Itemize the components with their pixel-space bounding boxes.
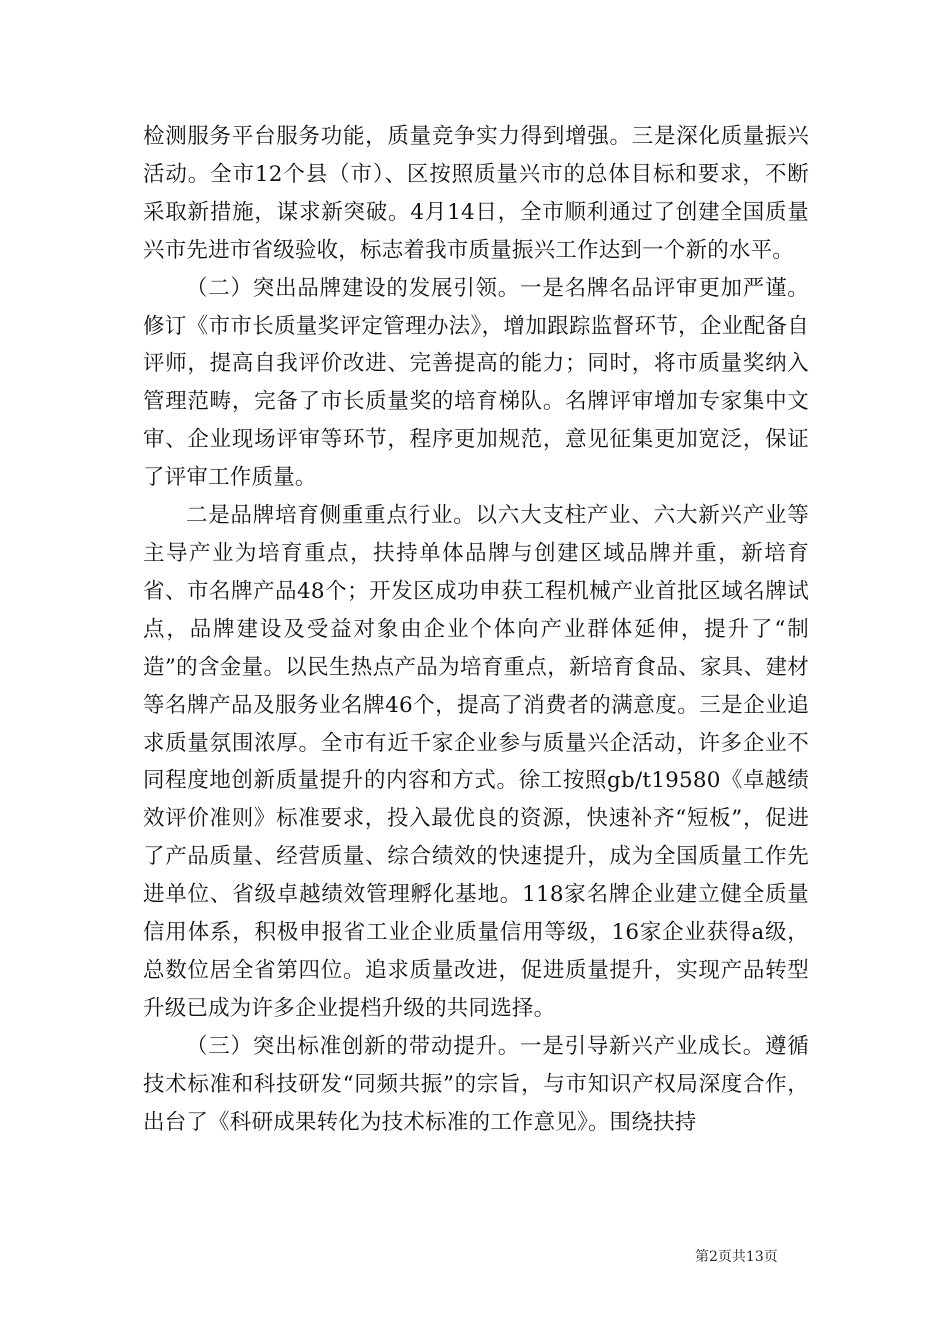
paragraph-standard-innovation: （三）突出标准创新的带动提升。一是引导新兴产业成长。遵循技术标准和科技研发“同频共振”的宗旨，与市知识产权局深度合作，出台了《科研成果转化为技术标准的工作意见》。围绕扶持 xyxy=(143,1033,809,1135)
page-number-footer: 第2页共13页 xyxy=(695,1249,778,1265)
paragraph-quality-revitalization: 检测服务平台服务功能，质量竞争实力得到增强。三是深化质量振兴活动。全市12个县（市）、区按照质量兴市的总体目标和要求，不断采取新措施，谋求新突破。4月14日，全市顺利通过了创建全国质量兴市先进市省级验收，标志着我市质量振兴工作达到一个新的水平。 xyxy=(143,124,809,263)
document-body xyxy=(143,118,809,1141)
paragraph-brand-building: （二）突出品牌建设的发展引领。一是名牌名品评审更加严谨。修订《市市长质量奖评定管理办法》，增加跟踪监督环节，企业配备自评师，提高自我评价改进、完善提高的能力；同时，将市质量奖纳入管理范畴，完备了市长质量奖的培育梯队。名牌评审增加专家集中文审、企业现场评审等环节，程序更加规范，意见征集更加宽泛，保证了评审工作质量。 xyxy=(143,275,809,491)
paragraph-brand-cultivation: 二是品牌培育侧重重点行业。以六大支柱产业、六大新兴产业等主导产业为培育重点，扶持单体品牌与创建区域品牌并重，新培育省、市名牌产品48个；开发区成功申获工程机械产业首批区域名牌试点，品牌建设及受益对象由企业个体向产业群体延伸，提升了“制造”的含金量。以民生热点产品为培育重点，新培育食品、家具、建材等名牌产品及服务业名牌46个，提高了消费者的满意度。三是企业追求质量氛围浓厚。全市有近千家企业参与质量兴企活动，许多企业不同程度地创新质量提升的内容和方式。徐工按照gb/t19580《卓越绩效评价准则》标准要求，投入最优良的资源，快速补齐“短板”，促进了产品质量、经营质量、综合绩效的快速提升，成为全国质量工作先进单位、省级卓越绩效管理孵化基地。118家名牌企业建立健全质量信用体系，积极申报省工业企业质量信用等级，16家企业获得a级，总数位居全省第四位。追求质量改进，促进质量提升，实现产品转型升级已成为许多企业提档升级的共同选择。 xyxy=(143,503,809,1021)
